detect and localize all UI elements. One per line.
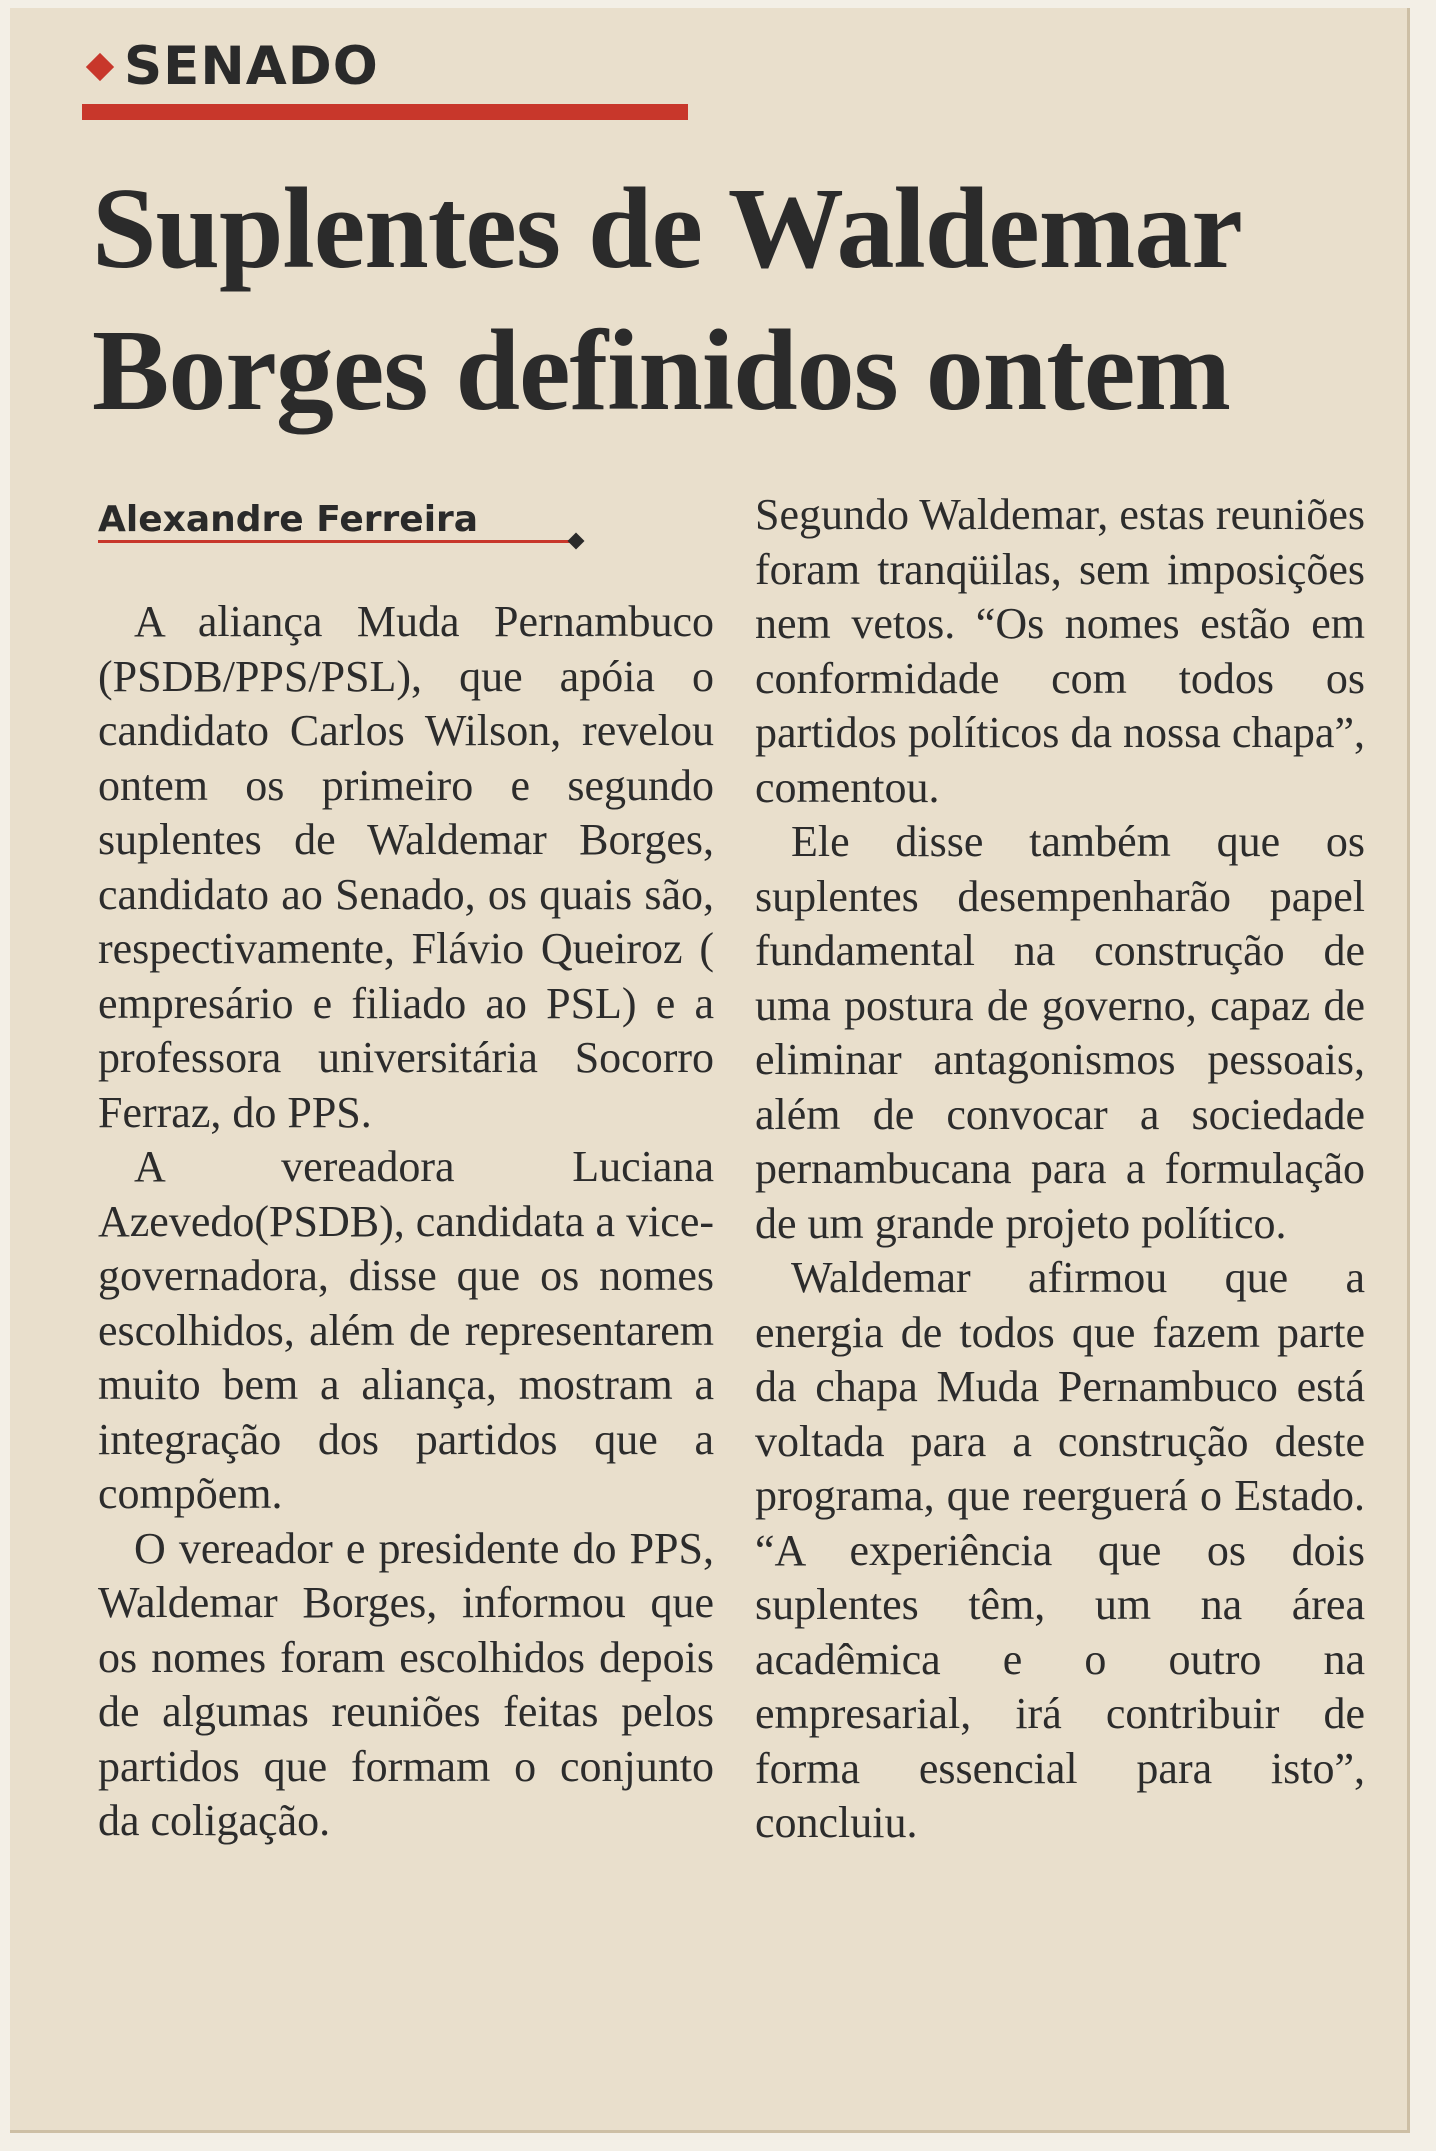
article-column-right [755, 488, 1365, 1851]
article-column-left [98, 488, 714, 1849]
paragraph: Segundo Waldemar, estas reuniões foram tranqüilas, sem imposições nem vetos. “Os nomes estão em conformidade com todos os partidos políticos da nossa chapa”, comentou. [755, 490, 1365, 812]
section-rule [82, 104, 688, 120]
section-label-row [82, 36, 697, 98]
byline-author: Alexandre Ferreira [98, 500, 578, 543]
diamond-icon [86, 53, 114, 81]
byline [98, 500, 714, 543]
paragraph: A vereadora Luciana Azevedo(PSDB), candidata a vice-governadora, disse que os nomes escolhidos, além de representarem muito bem a aliança, mostram a integração dos partidos que a compõem. [98, 1142, 714, 1518]
newspaper-clipping [10, 8, 1410, 2133]
paragraph: Ele disse também que os suplentes desempenharão papel fundamental na construção de uma postura de governo, capaz de eliminar antagonismos pessoais, além de convocar a sociedade pernambucana para a formulação de um grande projeto político. [755, 817, 1365, 1248]
paragraph: A aliança Muda Pernambuco (PSDB/PPS/PSL), que apóia o candidato Carlos Wilson, revelou ontem os primeiro e segundo suplentes de Waldemar Borges, candidato ao Senado, os quais são, respectivamente, Flávio Queiroz ( empresário e filiado ao PSL) e a professora universitária Socorro Ferraz, do PPS. [98, 597, 714, 1137]
paragraph: O vereador e presidente do PPS, Waldemar Borges, informou que os nomes foram escolhidos depois de algumas reuniões feitas pelos partidos que formam o conjunto da coligação. [98, 1523, 714, 1845]
section-header [82, 36, 697, 120]
paragraph: Waldemar afirmou que a energia de todos que fazem parte da chapa Muda Pernambuco está voltada para a construção deste programa, que reerguerá o Estado. “A experiência que os dois suplentes têm, um na área acadêmica e o outro na empresarial, irá contribuir de forma essencial para isto”, concluiu. [755, 1253, 1365, 1847]
section-label: SENADO [124, 36, 379, 97]
headline: Suplentes de Waldemar Borges definidos ontem [92, 165, 1240, 435]
